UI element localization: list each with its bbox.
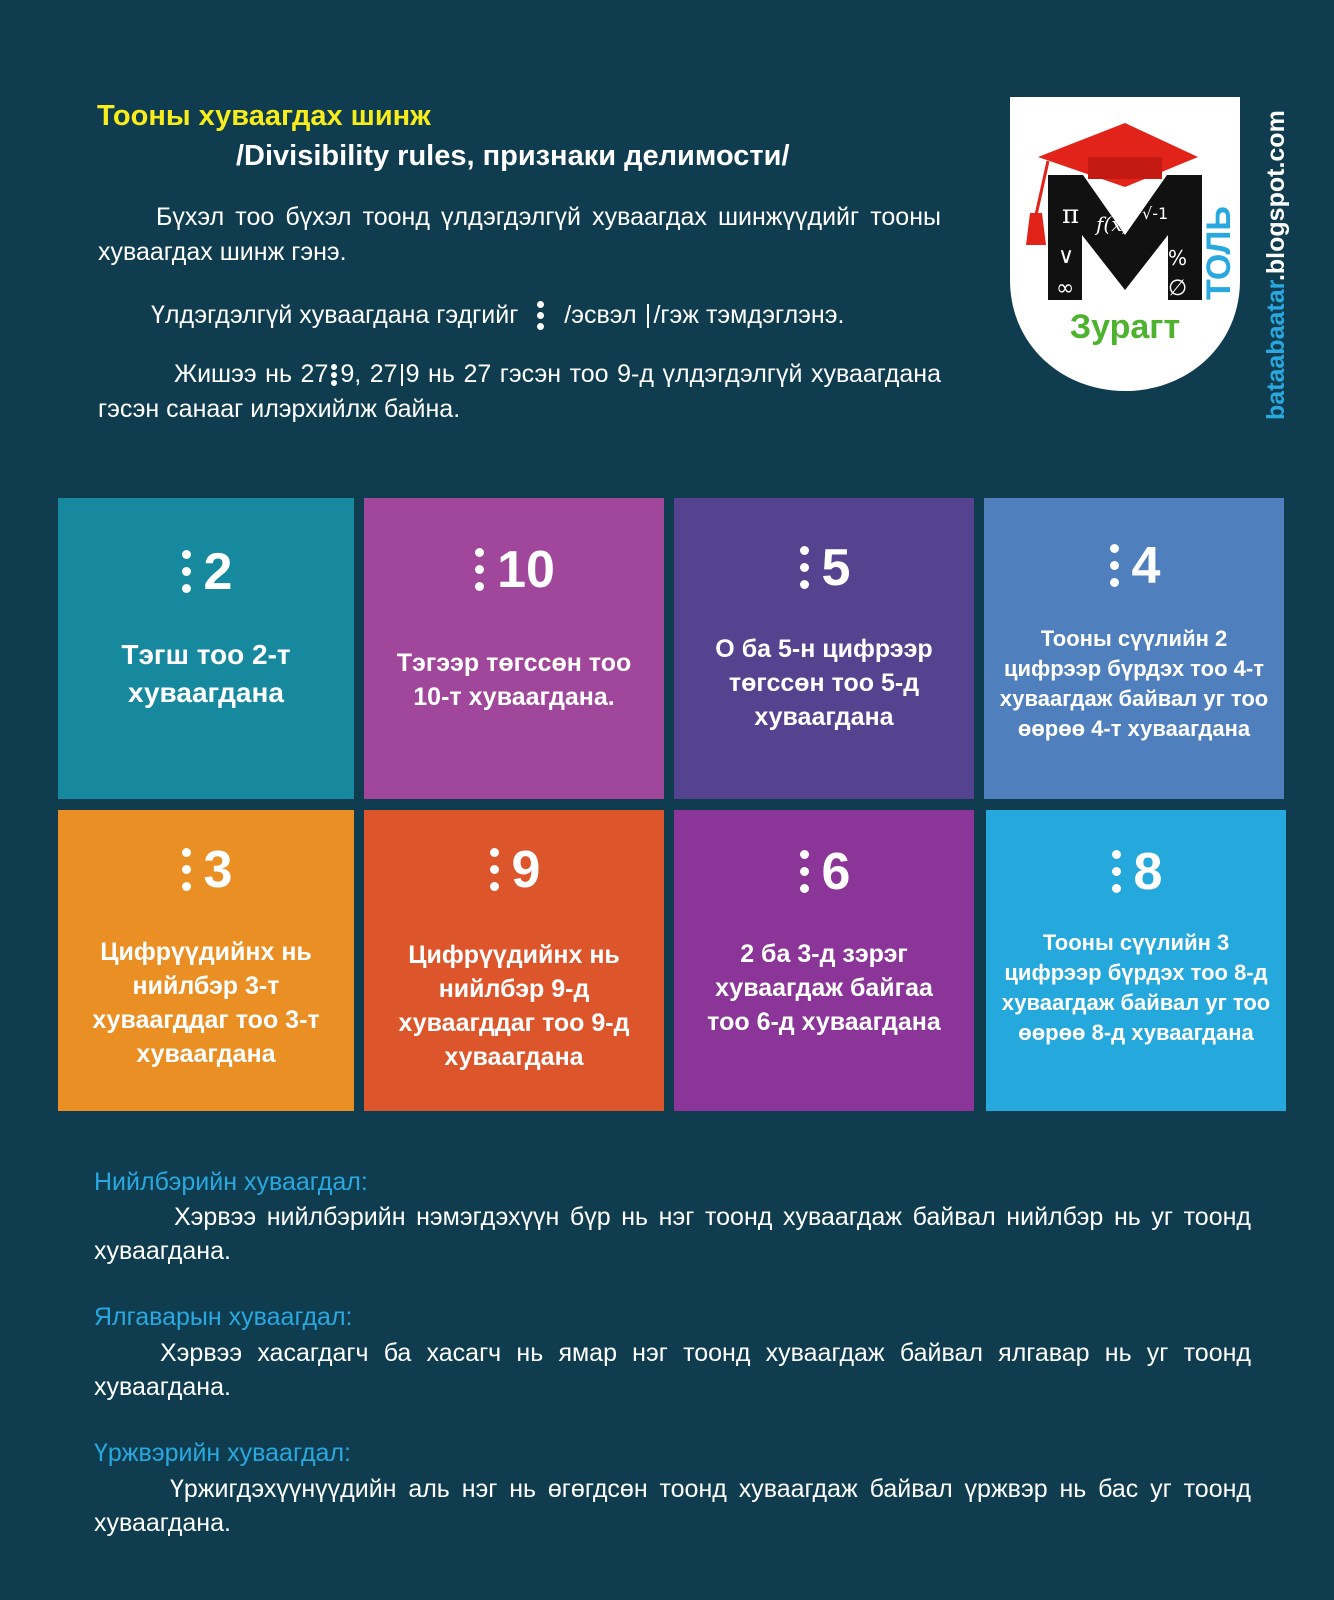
- divides-symbol-icon: [1108, 544, 1122, 588]
- notation-text: [151, 298, 951, 333]
- tile-divisor: 2: [203, 543, 233, 601]
- symbol-infinity: ∞: [1056, 276, 1075, 301]
- tile-text: Цифрүүдийнх нь нийлбэр 3-т хуваагддаг тоо 3-т хуваагдана: [92, 938, 320, 1068]
- symbol-fx: f(x): [1096, 212, 1131, 236]
- divides-symbol-icon: [330, 363, 338, 387]
- notation-after: /гэж тэмдэглэнэ.: [653, 301, 845, 329]
- divides-symbol-icon: [533, 299, 549, 333]
- tile-text: Цифрүүдийнх нь нийлбэр 9-д хуваагддаг тоо 9-д хуваагдана: [398, 941, 630, 1071]
- logo-brand-text: Зурагт: [1069, 308, 1181, 346]
- symbol-percent: %: [1168, 246, 1188, 270]
- example-part-c: 9 нь 27 гэсэн тоо 9-д үлдэгдэлгүй хуваагдана гэсэн санааг илэрхийлж байна.: [98, 360, 941, 423]
- site-url: [1262, 70, 1291, 420]
- product-rule-text: Үржигдэхүүнүүдийн аль нэг нь өгөгдсөн тоонд хуваагдаж байвал үржвэр нь бас уг тоонд хуваагдана.: [94, 1475, 1251, 1537]
- divides-symbol-icon: [1110, 850, 1124, 894]
- divides-symbol-icon: [798, 546, 812, 590]
- divides-symbol-icon: [488, 848, 502, 892]
- tile-divisible-by-4: [984, 498, 1284, 799]
- symbol-or: ∨: [1058, 244, 1075, 269]
- tile-divisible-by-10: [364, 498, 664, 799]
- vertical-bar-icon: [647, 304, 649, 328]
- example-text: [98, 357, 941, 427]
- tile-text: О ба 5-н цифрээр төгссөн тоо 5-д хуваагдана: [715, 635, 933, 731]
- tile-divisor: 5: [821, 539, 851, 597]
- tile-divisible-by-6: [674, 810, 974, 1111]
- divides-symbol-icon: [180, 550, 194, 594]
- divides-symbol-icon: [798, 850, 812, 894]
- notation-mid: /эсвэл: [564, 301, 637, 329]
- tile-divisible-by-3: [58, 810, 354, 1111]
- sum-rule-text: Хэрвээ нийлбэрийн нэмэгдэхүүн бүр нь нэг тоонд хуваагдаж байвал нийлбэр нь уг тоонд хуваагдана.: [94, 1203, 1251, 1265]
- site-url-part2: .blogspot.com: [1262, 110, 1290, 282]
- symbol-pi: π: [1062, 200, 1080, 230]
- tile-divisible-by-5: [674, 498, 974, 799]
- sum-rule-heading: Нийлбэрийн хуваагдал:: [94, 1168, 368, 1196]
- site-url-part1: bataabaatar: [1262, 281, 1290, 420]
- definition-text: Бүхэл тоо бүхэл тоонд үлдэгдэлгүй хуваагдах шинжүүдийг тооны хуваагдах шинж гэнэ.: [98, 203, 941, 266]
- page-title: Тооны хуваагдах шинж: [97, 100, 431, 132]
- logo-side-text: ТОЛЬ: [1200, 206, 1238, 300]
- tile-text: Тэгш тоо 2-т хуваагдана: [121, 639, 291, 708]
- divides-symbol-icon: [473, 548, 487, 592]
- notation-before: Үлдэгдэлгүй хуваагдана гэдгийг: [151, 301, 519, 329]
- tile-divisible-by-9: [364, 810, 664, 1111]
- tile-divisible-by-8: [986, 810, 1286, 1111]
- tile-text: 2 ба 3-д зэрэг хуваагдаж байгаа тоо 6-д хуваагдана: [707, 940, 941, 1036]
- example-part-a: Жишээ нь 27: [174, 360, 329, 388]
- tile-text: Тэгээр төгссөн тоо 10-т хуваагдана.: [396, 649, 632, 711]
- example-part-b: 9, 27: [340, 360, 398, 388]
- tile-divisor: 6: [821, 843, 851, 901]
- tile-divisor: 3: [203, 841, 233, 899]
- zuragt-tol-logo: [1008, 95, 1242, 395]
- symbol-sqrt: √-1: [1142, 204, 1169, 223]
- divides-symbol-icon: [180, 848, 194, 892]
- product-rule-heading: Үржвэрийн хуваагдал:: [94, 1439, 351, 1467]
- tile-divisible-by-2: [58, 498, 354, 799]
- tile-divisor: 9: [511, 841, 541, 899]
- tile-divisor: 10: [497, 541, 555, 599]
- vertical-bar-icon: [401, 364, 403, 386]
- tile-divisor: 8: [1133, 843, 1163, 901]
- difference-rule-heading: Ялгаварын хуваагдал:: [94, 1303, 353, 1331]
- page-subtitle: /Divisibility rules, признаки делимости/: [236, 140, 790, 172]
- difference-rule-text: Хэрвээ хасагдагч ба хасагч нь ямар нэг тоонд хуваагдаж байвал ялгавар нь уг тоонд хуваагдана.: [94, 1339, 1251, 1401]
- tile-divisor: 4: [1131, 537, 1161, 595]
- symbol-empty: ∅: [1168, 276, 1188, 301]
- tile-text: Тооны сүүлийн 3 цифрээр бүрдэх тоо 8-д хуваагдаж байвал уг тоо өөрөө 8-д хуваагдана: [1001, 930, 1271, 1045]
- tile-text: Тооны сүүлийн 2 цифрээр бүрдэх тоо 4-т хуваагдаж байвал уг тоо өөрөө 4-т хуваагдана: [999, 626, 1269, 741]
